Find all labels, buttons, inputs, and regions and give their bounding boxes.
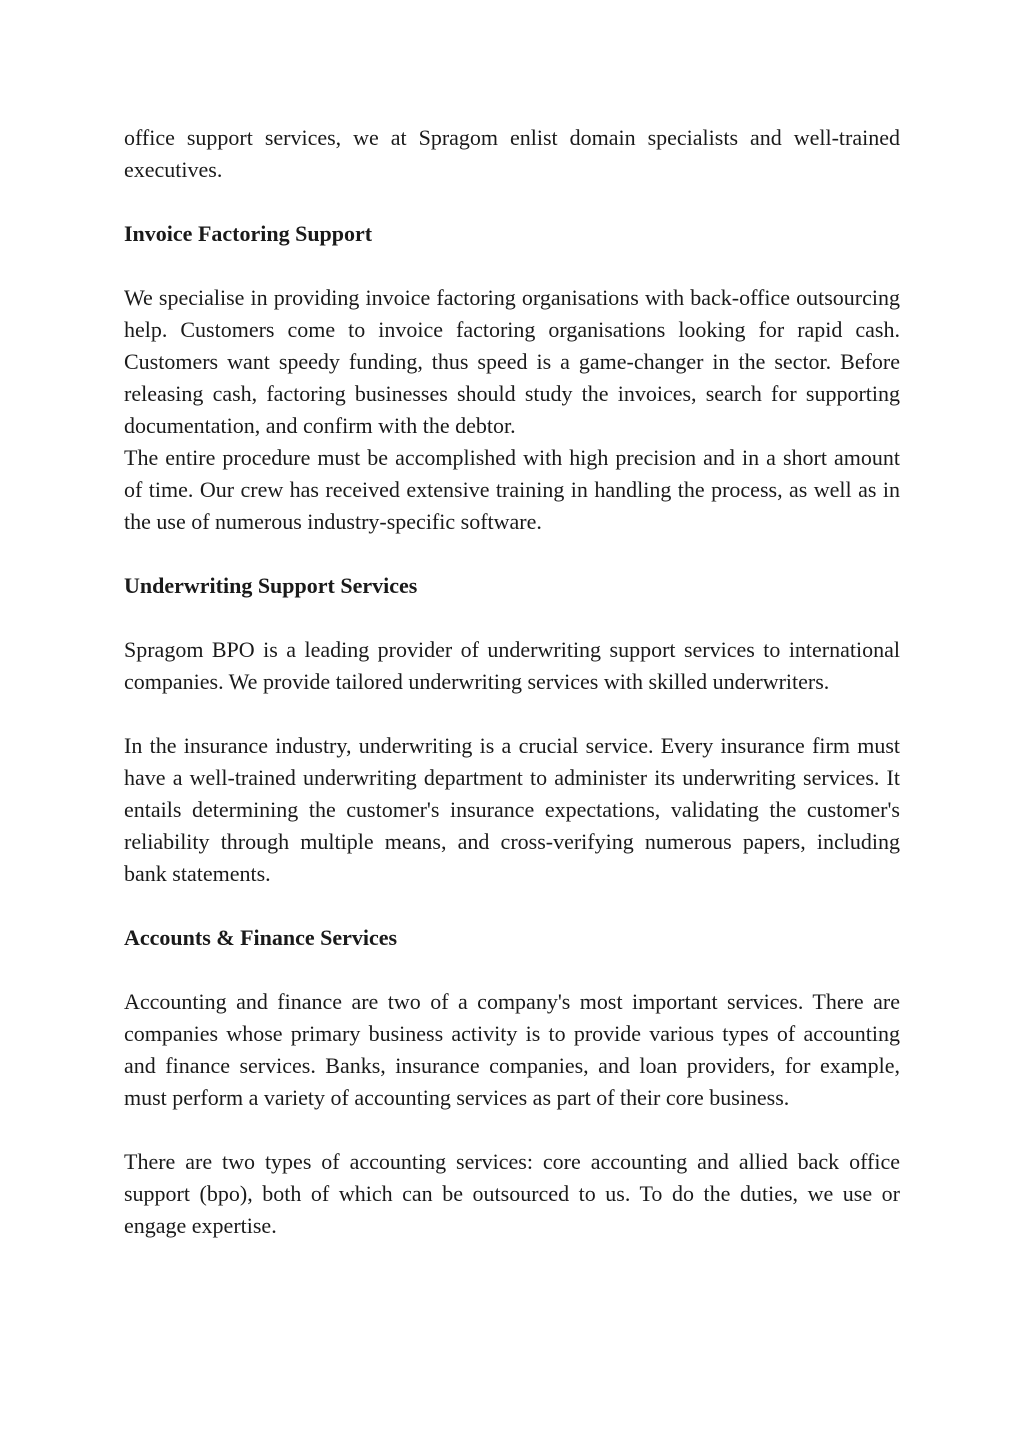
- heading-underwriting: Underwriting Support Services: [124, 573, 418, 598]
- paragraph-accounts-finance-1: Accounting and finance are two of a company's most important services. There are companies whose primary business activity is to provide various types of accounting and finance services. Banks, insurance companies, and loan providers, for example, must perform a variety of accounting services as part of their core business.: [124, 989, 900, 1110]
- spacer: [124, 538, 900, 570]
- paragraph-underwriting-1: Spragom BPO is a leading provider of underwriting support services to international companies. We provide tailored underwriting services with skilled underwriters.: [124, 637, 900, 694]
- spacer: [124, 890, 900, 922]
- paragraph-invoice-factoring-1: We specialise in providing invoice factoring organisations with back-office outsourcing help. Customers come to invoice factoring organisations looking for rapid cash. Customers want speedy funding, thus speed is a game-changer in the sector. Before releasing cash, factoring businesses should study the invoices, search for supporting documentation, and confirm with the debtor.: [124, 285, 900, 438]
- heading-accounts-finance: Accounts & Finance Services: [124, 925, 398, 950]
- spacer: [124, 250, 900, 282]
- heading-invoice-factoring: Invoice Factoring Support: [124, 221, 373, 246]
- spacer: [124, 186, 900, 218]
- spacer: [124, 698, 900, 730]
- document-page: [124, 122, 900, 1242]
- paragraph-underwriting-2: In the insurance industry, underwriting is a crucial service. Every insurance firm must have a well-trained underwriting department to administer its underwriting services. It entails determining the customer's insurance expectations, validating the customer's reliability through multiple means, and cross-verifying numerous papers, including bank statements.: [124, 733, 900, 886]
- paragraph-intro: office support services, we at Spragom enlist domain specialists and well-trained executives.: [124, 125, 900, 182]
- paragraph-accounts-finance-2: There are two types of accounting services: core accounting and allied back office support (bpo), both of which can be outsourced to us. To do the duties, we use or engage expertise.: [124, 1149, 900, 1238]
- spacer: [124, 602, 900, 634]
- paragraph-invoice-factoring-2: The entire procedure must be accomplished with high precision and in a short amount of time. Our crew has received extensive training in handling the process, as well as in the use of numerous industry-specific software.: [124, 445, 900, 534]
- spacer: [124, 1114, 900, 1146]
- spacer: [124, 954, 900, 986]
